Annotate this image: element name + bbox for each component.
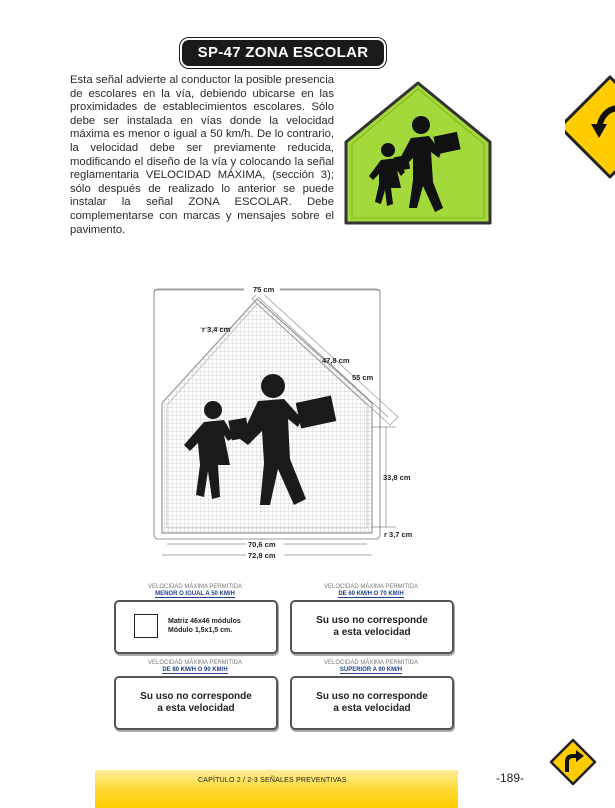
dim-radius-top: r 3,4 cm (202, 325, 231, 334)
school-zone-sign-image (343, 80, 493, 230)
edge-warning-sign-image (565, 72, 615, 182)
speed-case-3-box (114, 676, 278, 730)
chapter-label: CAPÍTULO 2 / 2-3 SEÑALES PREVENTIVAS (198, 777, 347, 784)
speed-case-3-sub: DE 80 KM/H O 90 KM/H (162, 667, 228, 673)
speed-case-2-header: VELOCIDAD MÁXIMA PERMITIDA (323, 584, 419, 590)
dim-width-outer: 72,8 cm (248, 551, 276, 560)
page-number: -189- (496, 771, 525, 785)
speed-case-2-sub: DE 60 KM/H O 70 KM/H (338, 591, 404, 597)
dim-side-height: 33,8 cm (383, 473, 411, 482)
dim-width-top: 75 cm (253, 285, 275, 294)
speed-case-1-box (114, 600, 278, 654)
speed-case-4-box (290, 676, 454, 730)
speed-case-2-message: Su uso no corresponde a esta velocidad (316, 615, 428, 638)
dim-width-inner: 70,6 cm (248, 540, 276, 549)
matrix-spec: Matriz 46x46 módulos Módulo 1,5x1,5 cm. (168, 618, 241, 634)
right-turn-sign-icon (549, 738, 597, 786)
page-title: SP-47 ZONA ESCOLAR (182, 40, 384, 66)
sign-dimension-diagram (140, 275, 430, 565)
speed-case-1-header: VELOCIDAD MÁXIMA PERMITIDA (147, 584, 243, 590)
speed-case-3-message: Su uso no corresponde a esta velocidad (140, 691, 252, 714)
speed-case-4-sub: SUPERIOR A 90 KM/H (339, 667, 403, 673)
speed-case-3-header: VELOCIDAD MÁXIMA PERMITIDA (147, 660, 243, 666)
dim-diag-inner: 47,8 cm (322, 356, 350, 365)
footer-bar (95, 770, 458, 808)
dim-radius-bottom: r 3,7 cm (384, 530, 413, 539)
speed-case-1-sub: MENOR O IGUAL A 50 KM/H (155, 591, 235, 597)
speed-case-2-box (290, 600, 454, 654)
dim-diag-outer: 55 cm (352, 373, 374, 382)
speed-case-4-message: Su uso no corresponde a esta velocidad (316, 691, 428, 714)
sign-description: Esta señal advierte al conductor la posible presencia de escolares en la vía, debiendo ubicarse en las proximidades de establecimientos escolares. Sólo debe ser instalada en vías donde la velocidad máxima es menor o igual a 50 km/h. De lo contrario, la velocidad debe ser previamente reducida, modificando el diseño de la vía y colocando la señal reglamentaria VELOCIDAD MÁXIMA, (sección 3); sólo después de realizado lo anterior se puede instalar la señal ZONA ESCOLAR. Debe complementarse con marcas y mensajes sobre el pavimento. (70, 74, 334, 236)
matrix-square-icon (134, 614, 158, 638)
speed-case-4-header: VELOCIDAD MÁXIMA PERMITIDA (323, 660, 419, 666)
